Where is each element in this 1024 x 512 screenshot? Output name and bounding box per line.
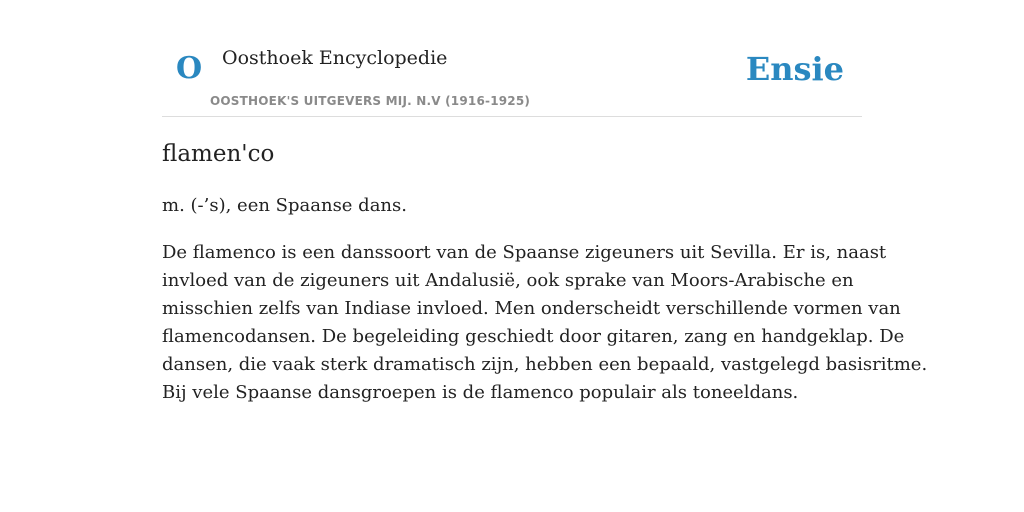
ensie-logo-link[interactable]: Ensie bbox=[745, 50, 844, 88]
article-body bbox=[162, 239, 928, 407]
page bbox=[162, 0, 928, 403]
article-body-line: misschien zelfs van Indiase invloed. Men onderscheidt verschillende vormen van bbox=[162, 298, 901, 319]
book-title[interactable]: Oosthoek Encyclopedie bbox=[222, 47, 448, 69]
article-body-line: De flamenco is een danssoort van de Spaanse zigeuners uit Sevilla. Er is, naast bbox=[162, 242, 887, 263]
headword: flamen'co bbox=[162, 141, 275, 167]
article-body-line: invloed van de zigeuners uit Andalusië, ook sprake van Moors-Arabische en bbox=[162, 270, 854, 291]
site-header bbox=[162, 0, 862, 117]
publisher-label: OOSTHOEK'S UITGEVERS MIJ. N.V (1916-1925) bbox=[210, 94, 531, 108]
book-logo-icon[interactable]: O bbox=[176, 51, 203, 86]
article-body-line: flamencodansen. De begeleiding geschiedt door gitaren, zang en handgeklap. De bbox=[162, 326, 905, 347]
article-body-line: Bij vele Spaanse dansgroepen is de flamenco populair als toneeldans. bbox=[162, 382, 799, 403]
article-body-line: dansen, die vaak sterk dramatisch zijn, hebben een bepaald, vastgelegd basisritme. bbox=[162, 354, 928, 375]
short-definition: m. (-’s), een Spaanse dans. bbox=[162, 195, 407, 216]
